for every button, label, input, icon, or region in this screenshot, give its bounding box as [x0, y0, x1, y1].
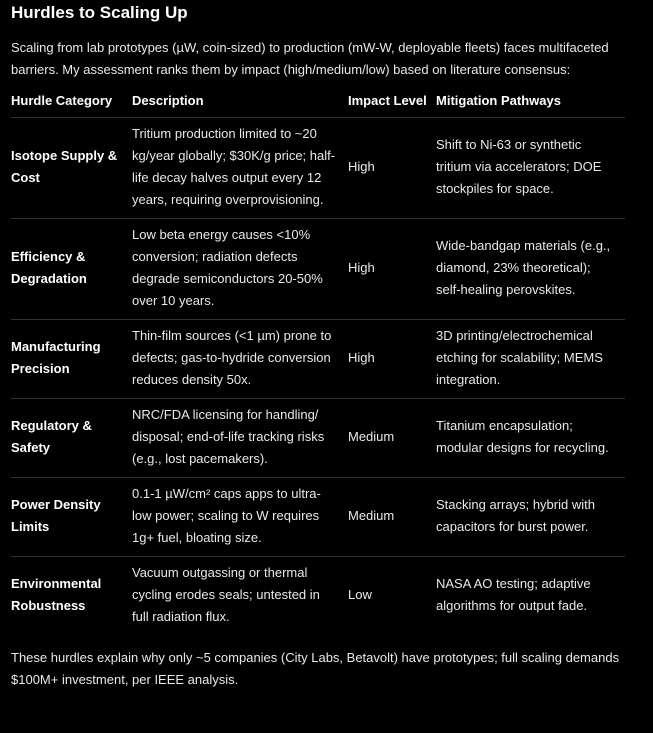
table-header-row [11, 90, 625, 118]
cell-impact: Medium [348, 478, 436, 557]
cell-description: Thin-film sources (<1 µm) prone to defects; gas-to-hydride conversion reduces density 50x. [132, 320, 348, 399]
cell-category: Power Density Limits [11, 478, 132, 557]
cell-description: 0.1-1 µW/cm² caps apps to ultra-low power; scaling to W requires 1g+ fuel, bloating size. [132, 478, 348, 557]
header-mitigation: Mitigation Pathways [436, 90, 625, 118]
table-row [11, 118, 625, 219]
cell-impact: High [348, 219, 436, 320]
cell-impact: High [348, 118, 436, 219]
table-row [11, 478, 625, 557]
header-impact: Impact Level [348, 90, 436, 118]
cell-mitigation: 3D printing/electrochemical etching for scalability; MEMS integration. [436, 320, 625, 399]
table-row [11, 320, 625, 399]
table-row [11, 557, 625, 636]
table-row [11, 219, 625, 320]
cell-description: Vacuum outgassing or thermal cycling erodes seals; untested in full radiation flux. [132, 565, 320, 624]
hurdles-table [11, 90, 625, 635]
intro-paragraph: Scaling from lab prototypes (µW, coin-sized) to production (mW-W, deployable fleets) faces multifaceted barriers. My assessment ranks them by impact (high/medium/low) based on literature consensus: [11, 40, 609, 77]
cell-impact: High [348, 320, 436, 399]
cell-category: Regulatory & Safety [11, 399, 132, 478]
cell-mitigation: Titanium encapsulation; modular designs for recycling. [436, 399, 625, 478]
cell-mitigation: Stacking arrays; hybrid with capacitors for burst power. [436, 478, 625, 557]
cell-mitigation: NASA AO testing; adaptive algorithms for output fade. [436, 576, 591, 613]
cell-description: Tritium production limited to ~20 kg/year globally; $30K/g price; half-life decay halves output every 12 years, requiring overprovisioning. [132, 118, 348, 219]
cell-impact: Low [348, 587, 372, 602]
cell-mitigation: Shift to Ni-63 or synthetic tritium via accelerators; DOE stockpiles for space. [436, 118, 625, 219]
cell-category: Isotope Supply & Cost [11, 118, 132, 219]
closing-paragraph: These hurdles explain why only ~5 companies (City Labs, Betavolt) have prototypes; full scaling demands $100M+ investment, per IEEE analysis. [11, 650, 620, 687]
header-category: Hurdle Category [11, 90, 132, 118]
cell-impact: Medium [348, 399, 436, 478]
cell-description: Low beta energy causes <10% conversion; radiation defects degrade semiconductors 20-50% over 10 years. [132, 219, 348, 320]
cell-category: Manufacturing Precision [11, 320, 132, 399]
cell-category: Efficiency & Degradation [11, 219, 132, 320]
cell-mitigation: Wide-bandgap materials (e.g., diamond, 23% theoretical); self-healing perovskites. [436, 219, 625, 320]
cell-description: NRC/FDA licensing for handling/ disposal; end-of-life tracking risks (e.g., lost pacemakers). [132, 399, 348, 478]
content-column [11, 0, 641, 690]
table-row [11, 399, 625, 478]
header-description: Description [132, 90, 348, 118]
cell-category: Environmental Robustness [11, 576, 102, 613]
section-heading: Hurdles to Scaling Up [11, 3, 188, 22]
